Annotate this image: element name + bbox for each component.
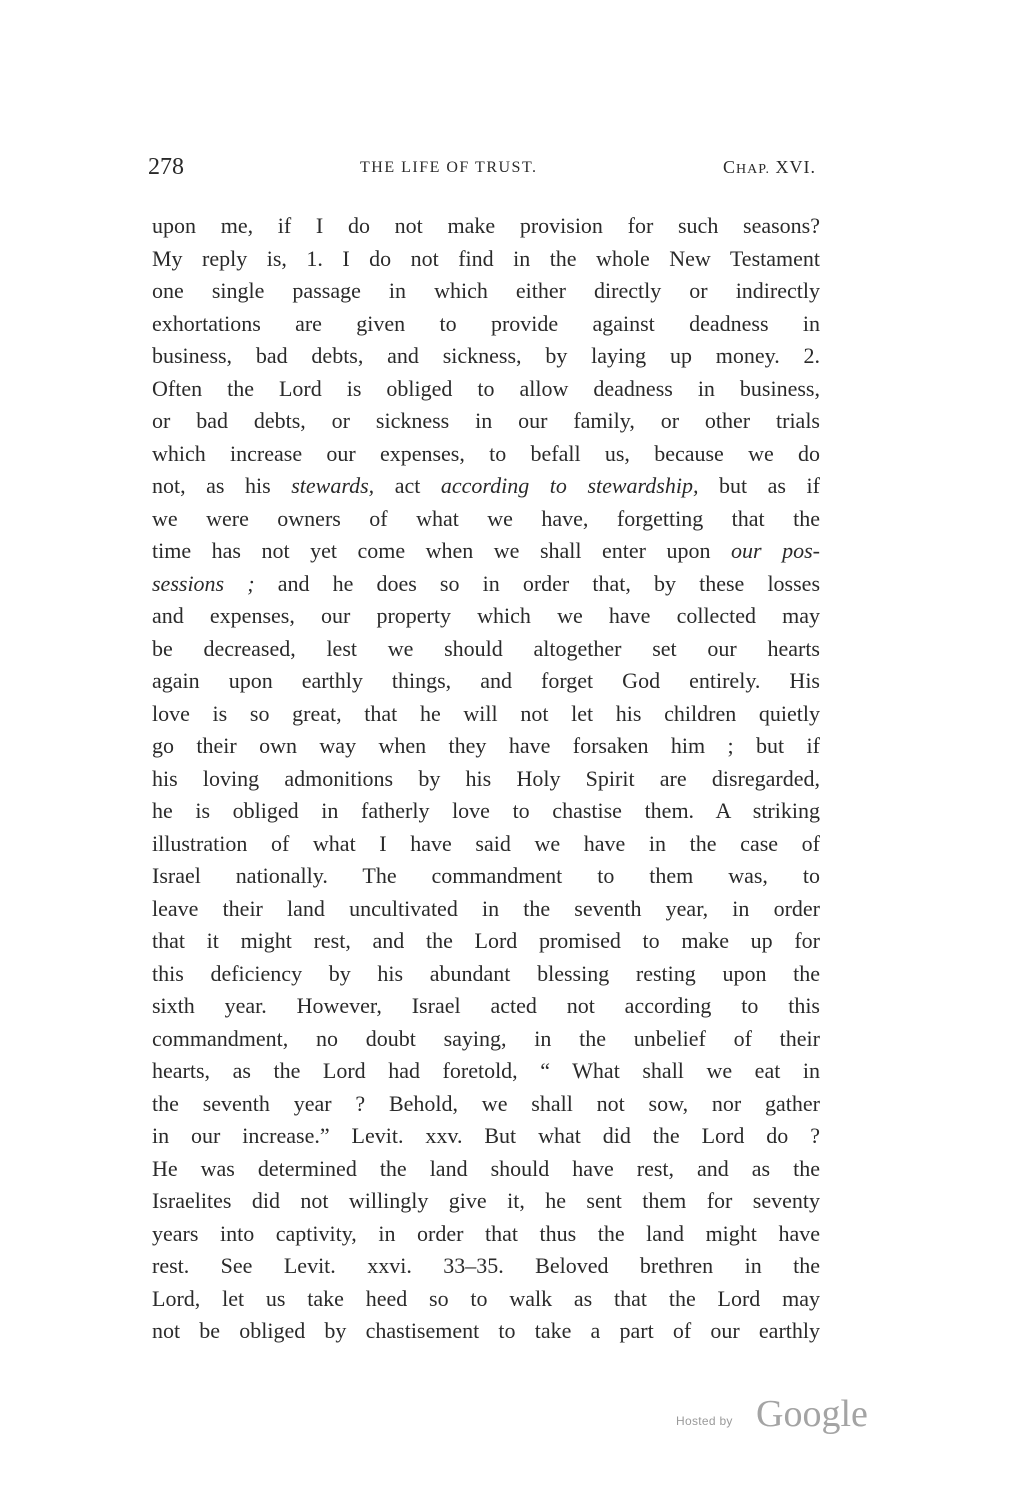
italic-stewards: stewards, <box>291 473 375 498</box>
text-line: rest. See Levit. xxvi. 33–35. Beloved brethren in the <box>152 1253 820 1278</box>
text-line: go their own way when they have forsaken him ; but if <box>152 733 820 758</box>
google-watermark <box>676 1392 886 1440</box>
chapter-label <box>723 157 816 178</box>
chapter-prefix: C <box>723 157 737 177</box>
page-number: 278 <box>148 154 184 180</box>
text-line: sixth year. However, Israel acted not according to this <box>152 993 820 1018</box>
text-line: years into captivity, in order that thus the land might have <box>152 1220 820 1246</box>
text-line: one single passage in which either directly or indirectly <box>152 278 820 303</box>
chapter-number: XVI. <box>775 157 816 177</box>
text-line-with-italics: time has not yet come when we shall enter upon our pos- <box>152 538 820 563</box>
text-line: the seventh year ? Behold, we shall not sow, nor gather <box>152 1090 820 1116</box>
text-line: that it might rest, and the Lord promised to make up for <box>152 928 820 953</box>
text-line: his loving admonitions by his Holy Spirit are disregarded, <box>152 765 820 791</box>
google-logo: Google <box>756 1393 868 1435</box>
text-line: again upon earthly things, and forget God entirely. His <box>152 668 820 693</box>
text-line: in our increase.” Levit. xxv. But what did the Lord do ? <box>152 1123 820 1148</box>
running-title: THE LIFE OF TRUST. <box>360 159 538 176</box>
text-line: or bad debts, or sickness in our family, or other trials <box>152 408 820 433</box>
text-line: this deficiency by his abundant blessing resting upon the <box>152 960 820 986</box>
text-line: we were owners of what we have, forgetting that the <box>152 505 820 531</box>
text-line: and expenses, our property which we have collected may <box>152 603 820 628</box>
text-line: leave their land uncultivated in the seventh year, in order <box>152 895 820 921</box>
text-line: Israel nationally. The commandment to them was, to <box>152 863 820 888</box>
text-line: commandment, no doubt saying, in the unbelief of their <box>152 1025 820 1051</box>
text-line: he is obliged in fatherly love to chastise them. A striking <box>152 798 820 823</box>
hosted-by-label: Hosted by <box>676 1414 733 1428</box>
italic-our-possessions-a: our pos- <box>731 538 820 563</box>
text-line: illustration of what I have said we have in the case of <box>152 830 820 856</box>
text-line: exhortations are given to provide against deadness in <box>152 310 820 336</box>
chapter-smallcaps: HAP. <box>736 162 770 177</box>
text-line: He was determined the land should have rest, and as the <box>152 1155 820 1181</box>
text-line: love is so great, that he will not let his children quietly <box>152 700 820 726</box>
italic-our-possessions-b: sessions ; <box>152 570 255 596</box>
text-line: My reply is, 1. I do not find in the whole New Testament <box>152 245 820 271</box>
text-line: Israelites did not willingly give it, he sent them for seventy <box>152 1188 820 1213</box>
italic-according-to-stewardship: according to stewardship, <box>440 473 699 498</box>
text-line-with-italics: not, as his stewards, act according to stewardship, but as if <box>152 473 820 498</box>
text-line: hearts, as the Lord had foretold, “ What shall we eat in <box>152 1058 820 1083</box>
text-line: which increase our expenses, to befall us, because we do <box>152 440 820 466</box>
text-line: be decreased, lest we should altogether set our hearts <box>152 635 820 661</box>
text-line: Lord, let us take heed so to walk as that the Lord may <box>152 1285 820 1311</box>
body-text <box>152 210 820 1348</box>
text-line: not be obliged by chastisement to take a part of our earthly <box>152 1318 820 1343</box>
text-line: Often the Lord is obliged to allow deadness in business, <box>152 375 820 401</box>
text-line-with-italics: sessions ; and he does so in order that, by these losses <box>152 570 820 596</box>
running-head <box>148 154 816 184</box>
text-line: upon me, if I do not make provision for such seasons? <box>152 213 820 238</box>
text-line: business, bad debts, and sickness, by laying up money. 2. <box>152 343 820 368</box>
